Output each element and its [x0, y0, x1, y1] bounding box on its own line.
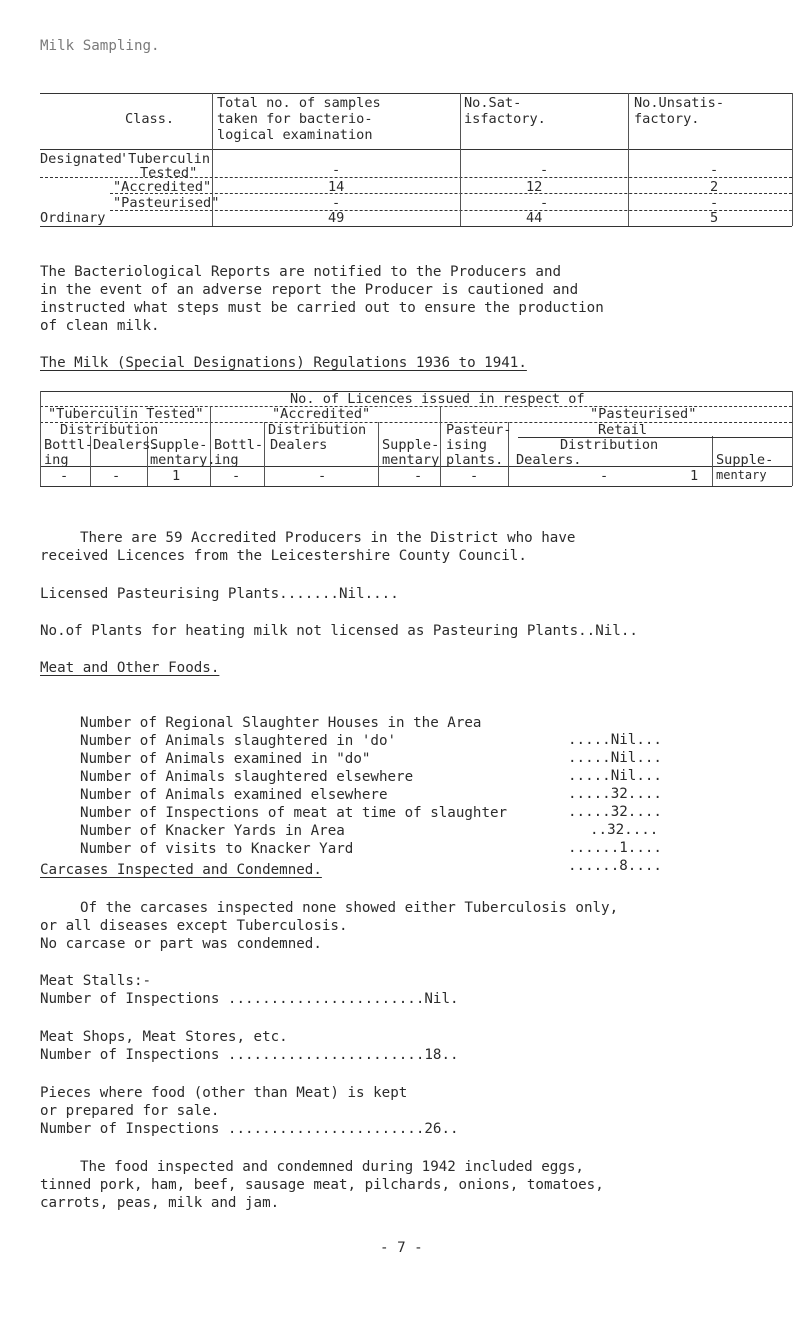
past-total: -: [332, 195, 341, 211]
acc-distribution-sub: Distribution: [268, 422, 367, 438]
total-header-line3: logical examination: [217, 127, 373, 143]
bacteriological-para-line1: The Bacteriological Reports are notified to the Producers and: [40, 264, 562, 280]
accredited-producers-line2: received Licences from the Leicestershire County Council.: [40, 548, 527, 564]
past-supple-line1: Supple-: [716, 452, 774, 468]
val-acc-dealers: -: [318, 468, 327, 484]
pasteurising-plants-line3: plants.: [446, 452, 504, 468]
val-past-dealers: -: [600, 468, 609, 484]
food-condemned-line1: The food inspected and condemned during 1942 included eggs,: [80, 1159, 584, 1175]
meat-stat-value: .....32....: [568, 786, 662, 802]
acc-unsat: 2: [710, 179, 719, 195]
acc-dealers: Dealers: [270, 437, 328, 453]
accredited-producers-line1: There are 59 Accredited Producers in the District who have: [80, 530, 576, 546]
sat-header-line1: No.Sat-: [464, 95, 522, 111]
food-places-title-line1: Pieces where food (other than Meat) is kept: [40, 1085, 408, 1101]
val-tt-dealers: -: [112, 468, 121, 484]
pasteurising-plants-line2: ising: [446, 437, 487, 453]
regulations-heading: The Milk (Special Designations) Regulations 1936 to 1941.: [40, 355, 527, 371]
tt-dealers: Dealers.: [93, 437, 159, 453]
bacteriological-para-line4: of clean milk.: [40, 318, 160, 334]
food-places-inspections: Number of Inspections .......................26..: [40, 1121, 459, 1137]
acc-total: 14: [328, 179, 345, 195]
acc-sat: 12: [526, 179, 543, 195]
tt-label-line2: Tested": [140, 165, 198, 181]
tt-bottling-line1: Bottl-: [44, 437, 94, 453]
acc-supple-line2: mentary: [382, 452, 440, 468]
carcases-para-line2: or all diseases except Tuberculosis.: [40, 918, 348, 934]
carcases-heading: Carcases Inspected and Condemned.: [40, 862, 322, 878]
tt-unsat: -: [710, 162, 719, 178]
bacteriological-para-line2: in the event of an adverse report the Producer is cautioned and: [40, 282, 579, 298]
meat-stat-label: Number of Animals examined elsewhere: [80, 787, 388, 803]
val-tt-supple: 1: [172, 468, 181, 484]
licences-title: No. of Licences issued in respect of: [290, 391, 585, 407]
meat-stat-value: ......1....: [568, 840, 662, 856]
tt-total: -: [332, 162, 341, 178]
meat-stat-value: .....Nil...: [568, 768, 662, 784]
retail-distribution-sub: Distribution: [560, 437, 659, 453]
meat-stat-value: ..32....: [590, 822, 659, 838]
meat-stat-label: Number of Animals slaughtered in 'do': [80, 733, 397, 749]
unsat-header-line1: No.Unsatis-: [634, 95, 725, 111]
ordinary-total: 49: [328, 210, 345, 226]
unlicensed-plants-line: No.of Plants for heating milk not licensed as Pasteuring Plants..Nil..: [40, 623, 638, 639]
past-group-header: "Pasteurised": [590, 406, 697, 422]
carcases-para-line1: Of the carcases inspected none showed either Tuberculosis only,: [80, 900, 619, 916]
page-number: - 7 -: [380, 1240, 423, 1256]
meat-stat-value: .....Nil...: [568, 732, 662, 748]
acc-supple-line1: Supple-: [382, 437, 440, 453]
meat-stat-label: Number of Animals slaughtered elsewhere: [80, 769, 414, 785]
acc-label: "Accredited": [113, 179, 212, 195]
meat-stat-label: Number of visits to Knacker Yard: [80, 841, 354, 857]
meat-stat-label: Number of Knacker Yards in Area: [80, 823, 345, 839]
meat-stat-label: Number of Inspections of meat at time of slaughter: [80, 805, 508, 821]
retail-sub: Retail: [598, 422, 648, 438]
tt-sat: -: [540, 162, 549, 178]
total-header-line2: taken for bacterio-: [217, 111, 373, 127]
ordinary-sat: 44: [526, 210, 543, 226]
food-condemned-line3: carrots, peas, milk and jam.: [40, 1195, 280, 1211]
bacteriological-para-line3: instructed what steps must be carried out to ensure the production: [40, 300, 604, 316]
meat-foods-heading: Meat and Other Foods.: [40, 660, 220, 676]
acc-group-header: "Accredited": [272, 406, 371, 422]
total-header-line1: Total no. of samples: [217, 95, 381, 111]
class-header: Class.: [125, 111, 175, 127]
tt-supple-line2: mentary.: [150, 452, 216, 468]
val-past-supple: 1: [690, 468, 699, 484]
past-sat: -: [540, 195, 549, 211]
ordinary-label: Ordinary: [40, 210, 106, 226]
acc-bottling-line2: ing: [214, 452, 239, 468]
past-label: "Pasteurised": [113, 195, 220, 211]
meat-shops-title: Meat Shops, Meat Stores, etc.: [40, 1029, 288, 1045]
milk-sampling-heading: Milk Sampling.: [40, 38, 160, 54]
meat-stat-value: ......8....: [568, 858, 662, 874]
past-supple-line2: mentary: [716, 468, 767, 482]
meat-stat-label: Number of Regional Slaughter Houses in the Area: [80, 715, 482, 731]
past-unsat: -: [710, 195, 719, 211]
meat-stat-value: .....Nil...: [568, 750, 662, 766]
licensed-plants-line: Licensed Pasteurising Plants.......Nil....: [40, 586, 399, 602]
meat-stat-value: .....32....: [568, 804, 662, 820]
val-acc-supple: -: [414, 468, 423, 484]
pasteurising-plants-line1: Pasteur-: [446, 422, 512, 438]
acc-bottling-line1: Bottl-: [214, 437, 264, 453]
designated-label: Designated: [40, 151, 122, 167]
val-past-plants: -: [470, 468, 479, 484]
carcases-para-line3: No carcase or part was condemned.: [40, 936, 322, 952]
meat-stalls-title: Meat Stalls:-: [40, 973, 152, 989]
food-condemned-line2: tinned pork, ham, beef, sausage meat, pilchards, onions, tomatoes,: [40, 1177, 604, 1193]
meat-stalls-inspections: Number of Inspections .......................Nil.: [40, 991, 459, 1007]
tt-label-line1: 'Tuberculin: [120, 151, 211, 167]
tt-group-header: "Tuberculin Tested": [48, 406, 204, 422]
past-dealers: Dealers.: [516, 452, 582, 468]
food-places-title-line2: or prepared for sale.: [40, 1103, 220, 1119]
val-tt-bottling: -: [60, 468, 69, 484]
ordinary-unsat: 5: [710, 210, 719, 226]
val-acc-bottling: -: [232, 468, 241, 484]
tt-bottling-line2: ing: [44, 452, 69, 468]
tt-distribution-sub: Distribution: [60, 422, 159, 438]
unsat-header-line2: factory.: [634, 111, 700, 127]
meat-shops-inspections: Number of Inspections .......................18..: [40, 1047, 459, 1063]
tt-supple-line1: Supple-: [150, 437, 208, 453]
meat-stat-label: Number of Animals examined in "do": [80, 751, 371, 767]
sat-header-line2: isfactory.: [464, 111, 546, 127]
